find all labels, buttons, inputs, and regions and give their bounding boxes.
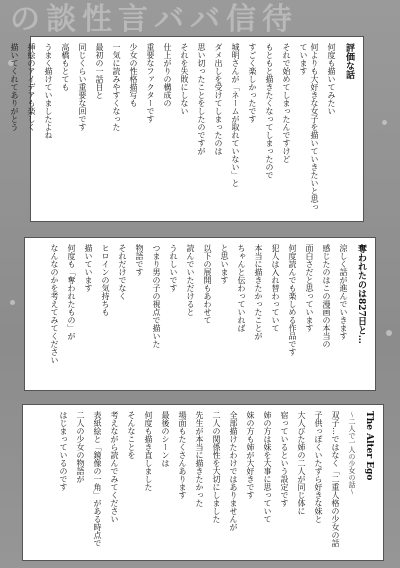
- panel-1-line: それで始めてしまったんですけど: [282, 43, 291, 163]
- background-dot: [382, 120, 387, 125]
- panel-2-line: ヒロインの気持ちも: [101, 244, 110, 316]
- panel-2-line: それだけでなく: [118, 244, 127, 300]
- panel-1-line: ダメ出しを受けてしまったのは: [214, 43, 223, 155]
- panel-2-line: ちゃんと伝わっていれば: [237, 244, 246, 332]
- panel-2-line: 感じたのはこの漫画の本当の: [322, 244, 331, 348]
- panel-1-text: [10, 43, 355, 215]
- panel-1-line: 一気に読みやすくなった: [112, 43, 121, 131]
- commentary-panel-2: [24, 237, 376, 391]
- panel-3-line: 双子…ではなく「二重人格の少女の話: [331, 411, 340, 547]
- panel-3-line: はじまっているのです: [59, 411, 68, 491]
- panel-3-line: 姉の方は妹を大事に思っていて: [263, 411, 272, 523]
- panel-1-line: 同じくらい重要な回です: [78, 43, 87, 131]
- panel-2-line: と思います: [220, 244, 229, 284]
- panel-3-line: 宿っているという設定です: [280, 411, 289, 507]
- panel-3-subtitle: ～二人で一人の少女の話～: [348, 411, 356, 495]
- panel-3-line: そんなことを: [127, 411, 136, 459]
- panel-3-line: 最後のシーンは: [161, 411, 170, 467]
- panel-1-line: それを失敗にしない: [180, 43, 189, 115]
- panel-2-line: 犯人は入れ替わっていて: [271, 244, 280, 332]
- panel-2-title: 奪われたのは827日と…: [356, 244, 366, 344]
- panel-2-line: 何度も「奪われたもの」が: [67, 244, 76, 340]
- panel-1-line: 描いてくれてありがとう: [10, 43, 19, 131]
- panel-2-line: 読んでいただけると: [186, 244, 195, 316]
- panel-1-line: 重要なファクターです: [146, 43, 155, 123]
- panel-2-line: なんなのかを考えてみてください: [50, 244, 59, 364]
- panel-3-text: [31, 411, 375, 554]
- panel-2-line: 涼しく話が進んでいきます: [339, 244, 348, 340]
- panel-2-line: 描いています: [84, 244, 93, 292]
- panel-1-line: 仕上がりの構成の: [163, 43, 172, 107]
- panel-2-line: つまり男の子の視点で描いた: [152, 244, 161, 348]
- panel-3-line: 先生が本当に描きたかった: [195, 411, 204, 507]
- panel-3-line: 考えながら読んでみてください: [110, 411, 119, 523]
- panel-1-line: うまく描けていましたよね: [44, 43, 53, 139]
- panel-1-line: 挿絵のアイデアも楽しく: [27, 43, 36, 131]
- panel-1-line: 何度も描いてみたい: [327, 43, 336, 115]
- panel-1-line: すごく楽しかったです: [248, 43, 257, 123]
- commentary-panel-1: [10, 36, 364, 222]
- panel-3-line: 妹の方も姉が大好きです: [246, 411, 255, 499]
- background-dot: [10, 300, 15, 305]
- panel-3-line: 子供っぽくいたずら好きな妹と: [314, 411, 323, 523]
- panel-1-line: 何よりも大好きな女子を描いていきたいと思っています: [299, 43, 319, 211]
- panel-3-line: 何度も描き直しました: [144, 411, 153, 491]
- panel-3-line: 全部描けたわけではありませんが: [229, 411, 238, 531]
- panel-3-title: The Alter Ego: [364, 411, 374, 481]
- panel-1-title: 評価な話: [344, 43, 354, 79]
- panel-1-line: もともと描きたくなってしまったので: [265, 43, 274, 179]
- panel-2-line: 何度読んでも楽しめる作品です: [288, 244, 297, 356]
- background-dot: [386, 330, 392, 336]
- panel-2-line: 面白さだと思っています: [305, 244, 314, 332]
- panel-3-line: 場面もたくさんあります: [178, 411, 187, 499]
- panel-3-line: 表紙絵と「鏡像の一角」がある時点で: [93, 411, 102, 547]
- panel-2-line: 以下の展開もあわせて: [203, 244, 212, 324]
- panel-1-line: 少女の性格描写も: [129, 43, 138, 107]
- panel-2-line: 本当に描きたかったことが: [254, 244, 263, 340]
- panel-2-text: [33, 244, 367, 384]
- panel-1-line: 思い切ったことをしたのですが: [197, 43, 206, 155]
- panel-3-line: 二人の関係性を大切にしました: [212, 411, 221, 523]
- panel-3-line: 二人の少女の物語が: [76, 411, 85, 483]
- background-heading: の談性言ババ信待: [10, 2, 298, 34]
- commentary-panel-3: [22, 404, 384, 561]
- panel-1-line: 高橋もとても: [61, 43, 70, 91]
- panel-1-line: 城明さんが「ネームが取れていない」と: [231, 43, 240, 187]
- panel-2-line: 物語です: [135, 244, 144, 276]
- panel-1-line: 最初の一話目と: [95, 43, 104, 99]
- panel-3-line: 大人びた姉の二人が同じ体に: [297, 411, 306, 515]
- panel-2-line: うれしいです: [169, 244, 178, 292]
